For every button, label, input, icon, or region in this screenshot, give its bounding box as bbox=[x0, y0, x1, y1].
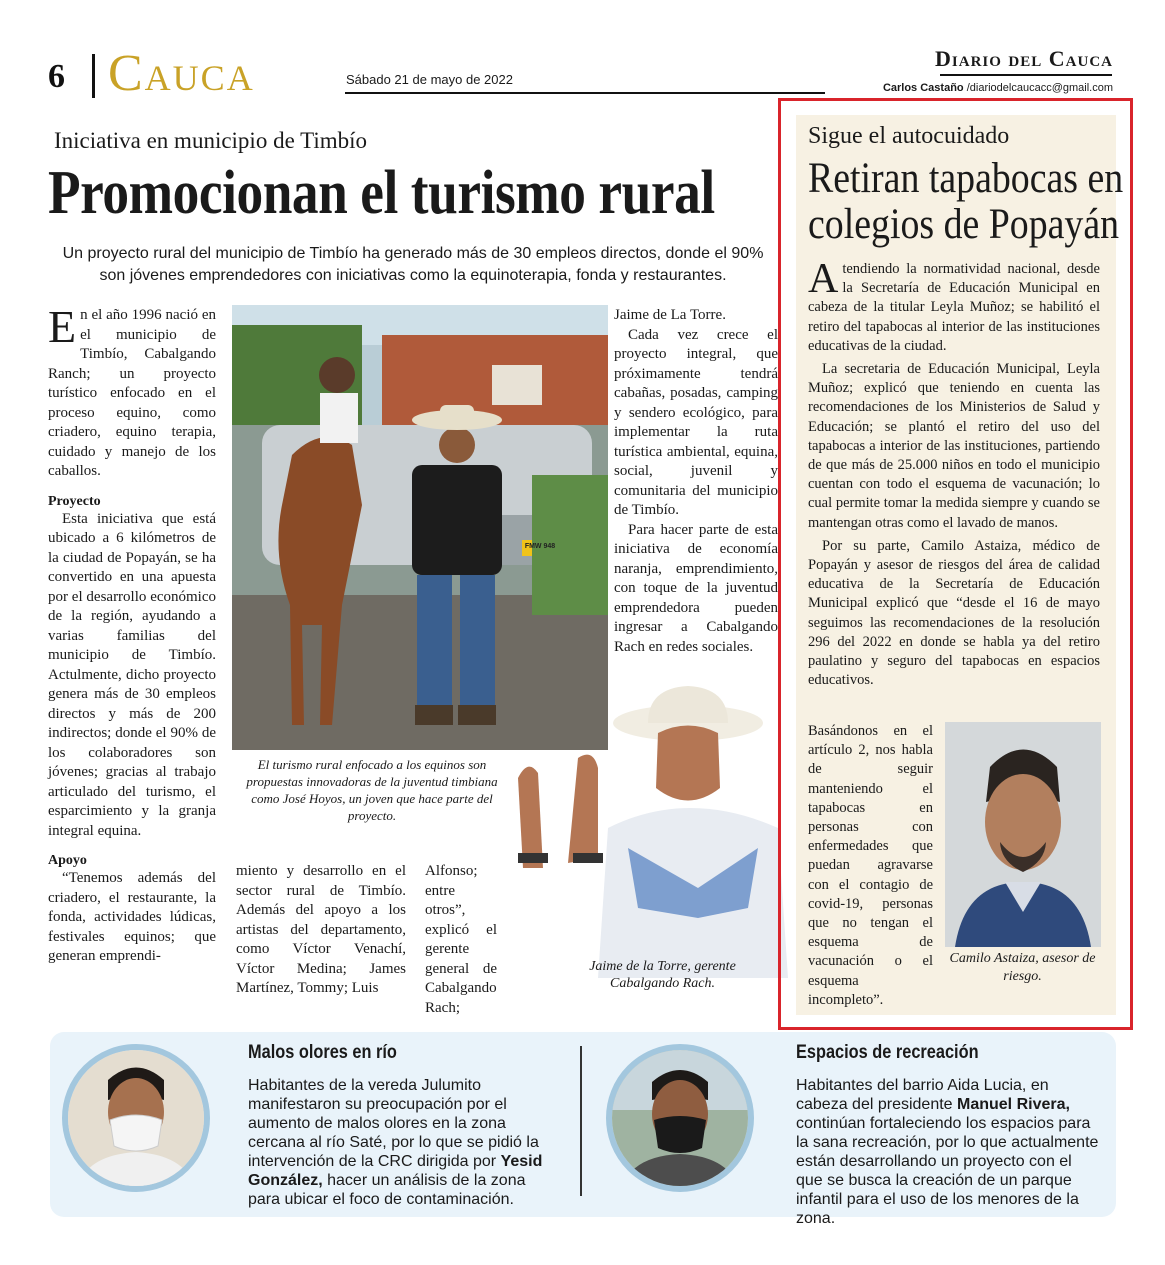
masthead: Diario del Cauca bbox=[935, 46, 1113, 71]
photo1-caption: El turismo rural enfocado a los equinos son propuestas innovadoras de la juventud timbiana como José Hoyos, un joven que hace parte del proyecto. bbox=[246, 757, 498, 823]
paragraph: miento y desarrollo en el sector rural de Timbío. Además del apoyo a los artistas del departamento, como Víctor Venachí, Víctor Medina; James Martínez, Tommy; Luis bbox=[236, 863, 406, 996]
section-title: Cauca bbox=[108, 45, 255, 102]
brief-left-text bbox=[248, 1076, 553, 1209]
brief-right-title: Espacios de recreación bbox=[796, 1042, 979, 1063]
paragraph: n el año 1996 nació en el municipio de Timbío, Cabalgando Ranch; un proyecto turístico enfocado en el proceso equino, como criadero, equino terapia, cuidado y manejo de los caballos. bbox=[48, 307, 216, 479]
boxed-story-kicker: Sigue el autocuidado bbox=[808, 123, 1010, 149]
paragraph: Por su parte, Camilo Astaiza, médico de Popayán y asesor de riesgos del área de calidad educativa de la Secretaría de Educación Municipal explicó que “desde el 16 de mayo seguimos las recomendaciones de la resolución 296 del 2022 en donde se habla ya del retiro paulatino y seguro del tapabocas en espacios educativos. bbox=[808, 537, 1100, 689]
article-headline: Promocionan el turismo rural bbox=[48, 159, 715, 227]
brief-left-title: Malos olores en río bbox=[248, 1042, 397, 1063]
boxed-story-body bbox=[808, 256, 1100, 690]
article-column-4 bbox=[614, 306, 778, 657]
brief-person-name: Manuel Rivera, bbox=[957, 1096, 1070, 1113]
paragraph: La secretaria de Educación Municipal, Leyla Muñoz; explicó que teniendo en cuenta las recomendaciones de los Ministerios de Salud y Educación; se plantó el retiro del uso del tapabocas a interior de las instituciones, partiendo de que más de 25.000 niños en todo el municipio cuentan con todo el esquema de vacunación; lo cual permite tomar la medida siempre y cuando se mantengan otras como el lavado de manos. bbox=[808, 361, 1100, 531]
header-rule bbox=[345, 92, 825, 94]
article-column-3 bbox=[425, 862, 497, 1018]
paragraph: Jaime de La Torre. bbox=[614, 307, 726, 323]
author-name: Carlos Castaño bbox=[882, 82, 964, 94]
license-plate: FMW 948 bbox=[524, 543, 556, 550]
masthead-rule bbox=[940, 74, 1112, 76]
section-divider bbox=[92, 54, 95, 98]
byline bbox=[883, 82, 1113, 94]
author-email: /diariodelcaucacc@gmail.com bbox=[966, 82, 1113, 94]
brief-right-text bbox=[796, 1076, 1102, 1228]
title-line: colegios de Popayán bbox=[808, 201, 1120, 248]
photo2-caption: Jaime de la Torre, gerente Cabalgando Rach. bbox=[589, 959, 736, 991]
publication-date: Sábado 21 de mayo de 2022 bbox=[346, 72, 513, 87]
paragraph: “Tenemos además del criadero, el restaurante, la fonda, actividades lúdicas, festivales equinos; que generan emprendi- bbox=[48, 870, 216, 964]
article-column-1 bbox=[48, 301, 216, 967]
subhead-proyecto: Proyecto bbox=[48, 493, 101, 509]
brief-text-part: Habitantes del barrio Aida Lucia, en cabeza del presidente bbox=[796, 1077, 1049, 1113]
title-line: Retiran tapabocas en bbox=[808, 155, 1124, 202]
article-column-2 bbox=[236, 862, 406, 999]
page-number: 6 bbox=[48, 58, 65, 95]
brief-text-part: hacer un análisis de la zona para ubicar el foco de contaminación. bbox=[248, 1172, 526, 1208]
boxed-story-photo-caption: Camilo Astaiza, asesor de riesgo. bbox=[949, 951, 1096, 984]
brief-text-part: continúan fortaleciendo los espacios para la sana recreación, por lo que actualmente están desarrollando un proyecto con el que se busca la creación de un parque infantil para el uso de los menores de la zona. bbox=[796, 1115, 1099, 1227]
subhead-apoyo: Apoyo bbox=[48, 853, 87, 868]
paragraph: Alfonso; entre otros”, explicó el gerente general de Cabalgando Rach; bbox=[425, 863, 497, 1016]
dropcap: E bbox=[48, 301, 77, 352]
briefs-divider bbox=[580, 1046, 582, 1196]
article-kicker: Iniciativa en municipio de Timbío bbox=[54, 128, 368, 153]
brief-text-part: Habitantes de la vereda Julumito manifestaron su preocupación por el aumento de malos olores en la zona cercana al río Saté, por lo que se pidió la intervención de la CRC dirigida por bbox=[248, 1077, 539, 1170]
brief-person-name: Yesid González, bbox=[248, 1153, 543, 1189]
boxed-story-title bbox=[808, 155, 1124, 248]
paragraph: Esta iniciativa que está ubicado a 6 kilómetros de la ciudad de Popayán, se ha convertido en una apuesta por el desarrollo económico de la región, ayudando a varias familias del municipio de Timbío. Actulmente, dicho proyecto genera más de 30 empleos directos y más de 200 indirectos; donde el 90% de los colaboradores son jóvenes; gracias al trabajo articulado del turismo, el esparcimiento y la granja integral equina. bbox=[48, 510, 216, 839]
photo-camilo-astaiza bbox=[945, 722, 1101, 947]
photo-yesid-gonzalez bbox=[62, 1044, 210, 1192]
paragraph: Cada vez crece el proyecto integral, que próximamente tendrá cabañas, posadas, camping y sendero ecológico, para implementar la ruta turística ambiental, equina, social, juvenil y comunitaria del municipio de Timbío. bbox=[614, 326, 778, 518]
photo-manuel-rivera bbox=[606, 1044, 754, 1192]
paragraph: Para hacer parte de esta iniciativa de economía naranja, emprendimiento, con toque de la juventud emprendedora pueden ingresar a Cabalgando Rach en redes sociales. bbox=[614, 521, 778, 655]
article-lead: Un proyecto rural del municipio de Timbío ha generado más de 30 empleos directos, donde el 90% son jóvenes emprendedores con iniciativas como la equinoterapia, fonda y restaurantes. bbox=[62, 245, 764, 284]
boxed-story-body-continued: Basándonos en el artículo 2, nos habla de seguir manteniendo el tapabocas en personas con enfermedades que puedan agravarse con el contagio de covid-19, personas que no tengan el esquema de vacunación o el esquema incompleto”. bbox=[808, 723, 933, 1008]
photo-manager bbox=[498, 678, 788, 978]
paragraph: tendiendo la normatividad nacional, desde la Secretaría de Educación Municipal en cabeza de la titular Leyla Muñoz; se habilitó el retiro del tapabocas al interior de las instituciones educativas de la ciudad. bbox=[808, 261, 1100, 354]
dropcap: A bbox=[808, 256, 839, 302]
